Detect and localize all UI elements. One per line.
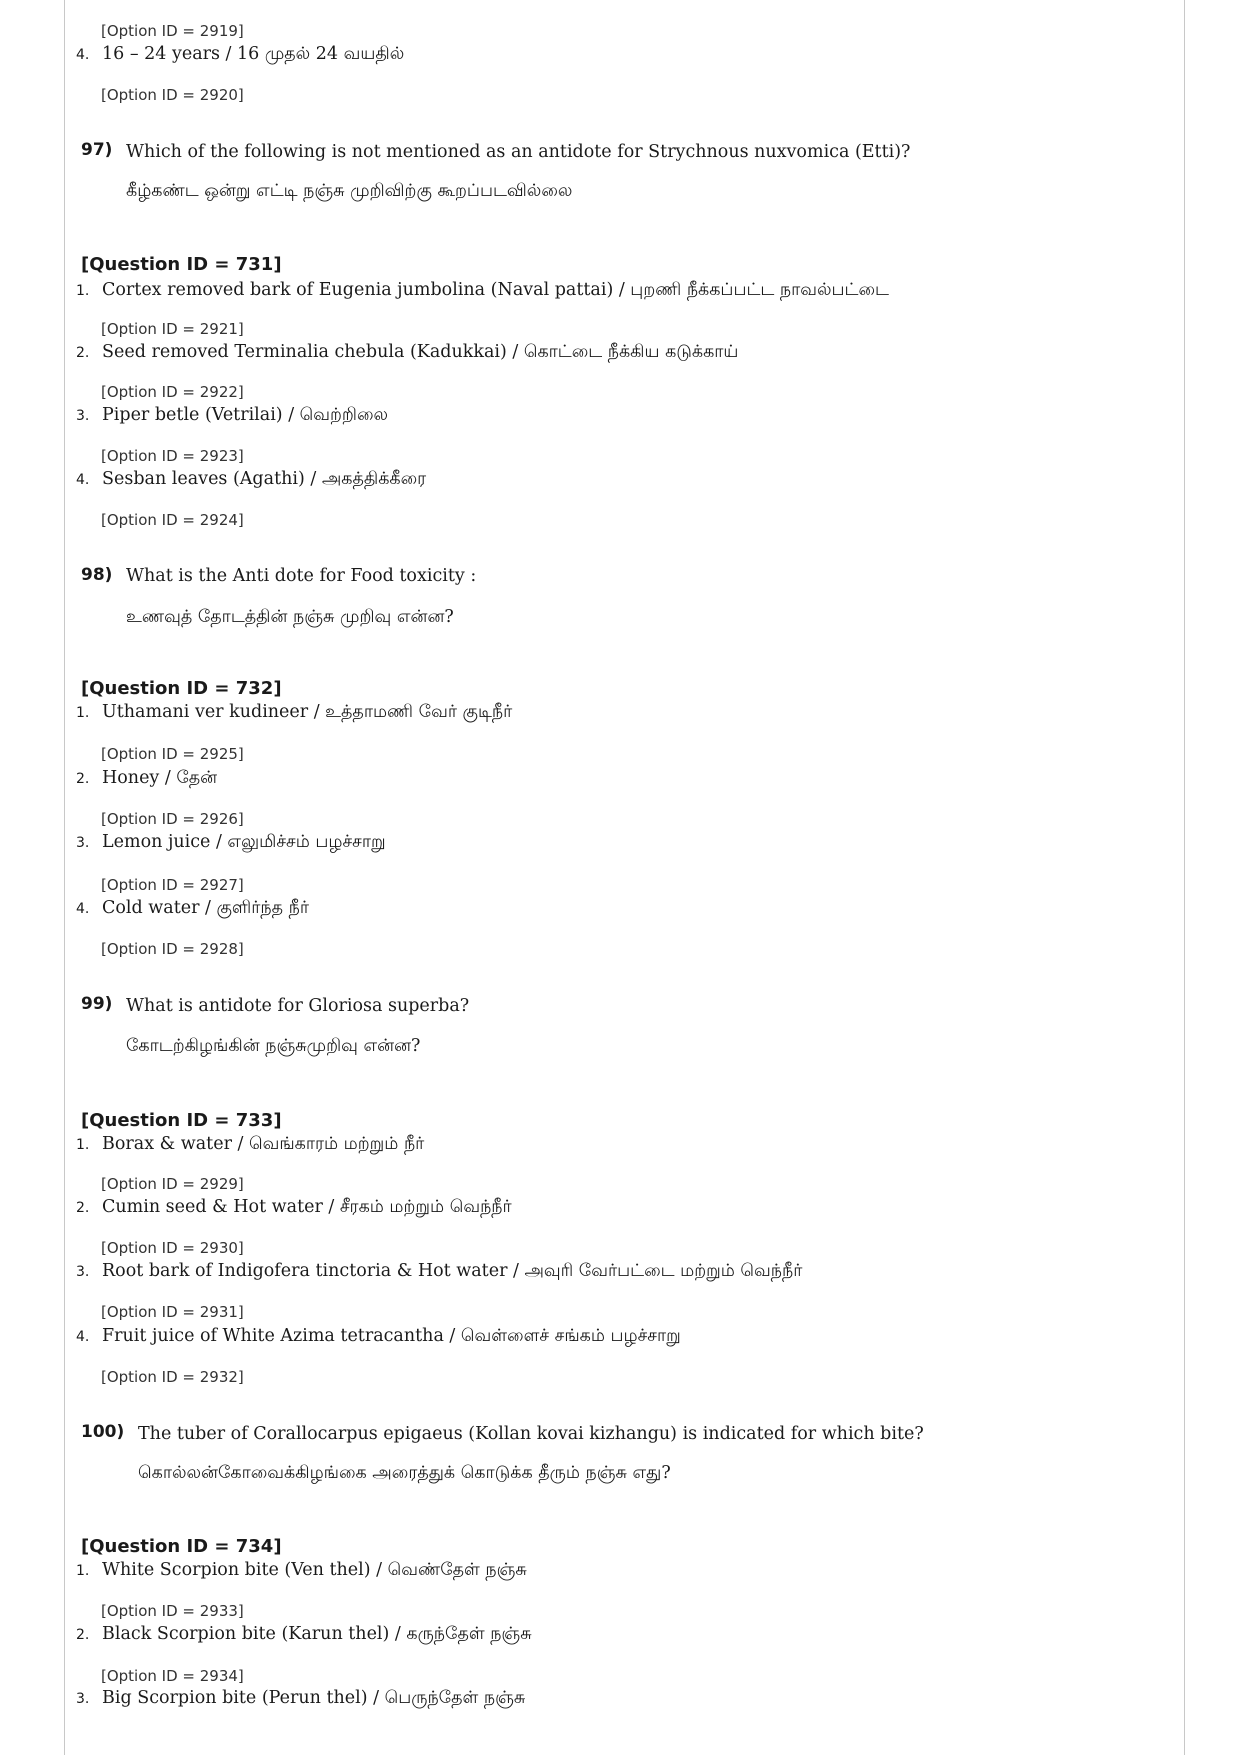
option-id: [Option ID = 2923] [101, 447, 244, 465]
option-id: [Option ID = 2933] [101, 1602, 244, 1620]
option-number: 3. [76, 408, 90, 424]
option-number: 2. [76, 1627, 90, 1643]
option-line [76, 1134, 424, 1156]
question-text-tamil: கீழ்கண்ட ஒன்று எட்டி நஞ்சு முறிவிற்கு கூறப்படவில்லை [126, 181, 573, 201]
option-id: [Option ID = 2921] [101, 320, 244, 338]
option-number: 4. [76, 472, 90, 488]
option-line [76, 1560, 527, 1582]
option-id: [Option ID = 2926] [101, 810, 244, 828]
option-text: Borax & water / வெங்காரம் மற்றும் நீர் [102, 1134, 425, 1154]
question-number: 97) [81, 140, 113, 160]
option-line [76, 44, 404, 66]
option-number: 4. [76, 901, 90, 917]
question-text: What is antidote for Gloriosa superba? [126, 996, 470, 1016]
option-line [76, 342, 738, 364]
question-text: What is the Anti dote for Food toxicity : [126, 566, 477, 586]
option-text: Fruit juice of White Azima tetracantha / வெள்ளைச் சங்கம் பழச்சாறு [102, 1326, 681, 1346]
option-id: [Option ID = 2919] [101, 22, 244, 40]
option-text: Seed removed Terminalia chebula (Kadukkai) / கொட்டை நீக்கிய கடுக்காய் [102, 342, 739, 362]
question-text: The tuber of Corallocarpus epigaeus (Kollan kovai kizhangu) is indicated for which bite? [138, 1424, 924, 1444]
option-text: Cortex removed bark of Eugenia jumbolina (Naval pattai) / புறணி நீக்கப்பட்ட நாவல்பட்டை [102, 280, 889, 300]
question-text-tamil: கொல்லன்கோவைக்கிழங்கை அரைத்துக் கொடுக்க தீரும் நஞ்சு எது? [138, 1463, 671, 1483]
option-text: Uthamani ver kudineer / உத்தாமணி வேர் குடிநீர் [102, 702, 513, 722]
option-id: [Option ID = 2928] [101, 940, 244, 958]
option-number: 4. [76, 1329, 90, 1345]
option-number: 3. [76, 1264, 90, 1280]
option-id: [Option ID = 2924] [101, 511, 244, 529]
option-text: White Scorpion bite (Ven thel) / வெண்தேள் நஞ்சு [102, 1560, 527, 1580]
question-text: Which of the following is not mentioned as an antidote for Strychnous nuxvomica (Etti)? [126, 142, 911, 162]
option-number: 2. [76, 771, 90, 787]
option-text: Lemon juice / எலுமிச்சம் பழச்சாறு [102, 832, 386, 852]
option-line [76, 898, 309, 920]
page-left-border [64, 0, 65, 1755]
question-id: [Question ID = 734] [81, 1536, 282, 1557]
question-number: 98) [81, 565, 113, 585]
option-line [76, 1624, 532, 1646]
option-number: 1. [76, 1137, 90, 1153]
option-text: 16 – 24 years / 16 முதல் 24 வயதில் [102, 44, 405, 64]
option-line [76, 1261, 802, 1283]
option-line [76, 469, 426, 491]
option-line [76, 702, 512, 724]
question-id: [Question ID = 731] [81, 254, 282, 275]
option-number: 2. [76, 345, 90, 361]
option-text: Piper betle (Vetrilai) / வெற்றிலை [102, 405, 389, 425]
option-line [76, 280, 889, 302]
option-line [76, 768, 217, 790]
option-id: [Option ID = 2922] [101, 383, 244, 401]
option-number: 3. [76, 1691, 90, 1707]
page-right-border [1184, 0, 1185, 1755]
question-number: 99) [81, 994, 113, 1014]
option-line [76, 1326, 681, 1348]
option-text: Honey / தேன் [102, 768, 218, 788]
option-number: 1. [76, 705, 90, 721]
option-id: [Option ID = 2920] [101, 86, 244, 104]
option-line [76, 832, 386, 854]
question-id: [Question ID = 732] [81, 678, 282, 699]
option-id: [Option ID = 2931] [101, 1303, 244, 1321]
option-id: [Option ID = 2927] [101, 876, 244, 894]
option-text: Cold water / குளிர்ந்த நீர் [102, 898, 309, 918]
question-text-tamil: கோடற்கிழங்கின் நஞ்சுமுறிவு என்ன? [126, 1036, 421, 1056]
option-text: Root bark of Indigofera tinctoria & Hot water / அவுரி வேர்பட்டை மற்றும் வெந்நீர் [102, 1261, 803, 1281]
option-line [76, 1197, 512, 1219]
option-line [76, 1688, 525, 1710]
option-id: [Option ID = 2929] [101, 1175, 244, 1193]
option-id: [Option ID = 2934] [101, 1667, 244, 1685]
option-number: 1. [76, 283, 90, 299]
option-number: 1. [76, 1563, 90, 1579]
option-text: Cumin seed & Hot water / சீரகம் மற்றும் வெந்நீர் [102, 1197, 512, 1217]
option-number: 4. [76, 47, 90, 63]
question-id: [Question ID = 733] [81, 1110, 282, 1131]
option-id: [Option ID = 2925] [101, 745, 244, 763]
option-line [76, 405, 388, 427]
option-text: Sesban leaves (Agathi) / அகத்திக்கீரை [102, 469, 427, 489]
option-number: 2. [76, 1200, 90, 1216]
option-number: 3. [76, 835, 90, 851]
option-id: [Option ID = 2932] [101, 1368, 244, 1386]
option-text: Black Scorpion bite (Karun thel) / கருந்தேள் நஞ்சு [102, 1624, 532, 1644]
question-number: 100) [81, 1422, 125, 1442]
option-text: Big Scorpion bite (Perun thel) / பெருந்தேள் நஞ்சு [102, 1688, 526, 1708]
question-text-tamil: உணவுத் தோடத்தின் நஞ்சு முறிவு என்ன? [126, 607, 454, 627]
option-id: [Option ID = 2930] [101, 1239, 244, 1257]
